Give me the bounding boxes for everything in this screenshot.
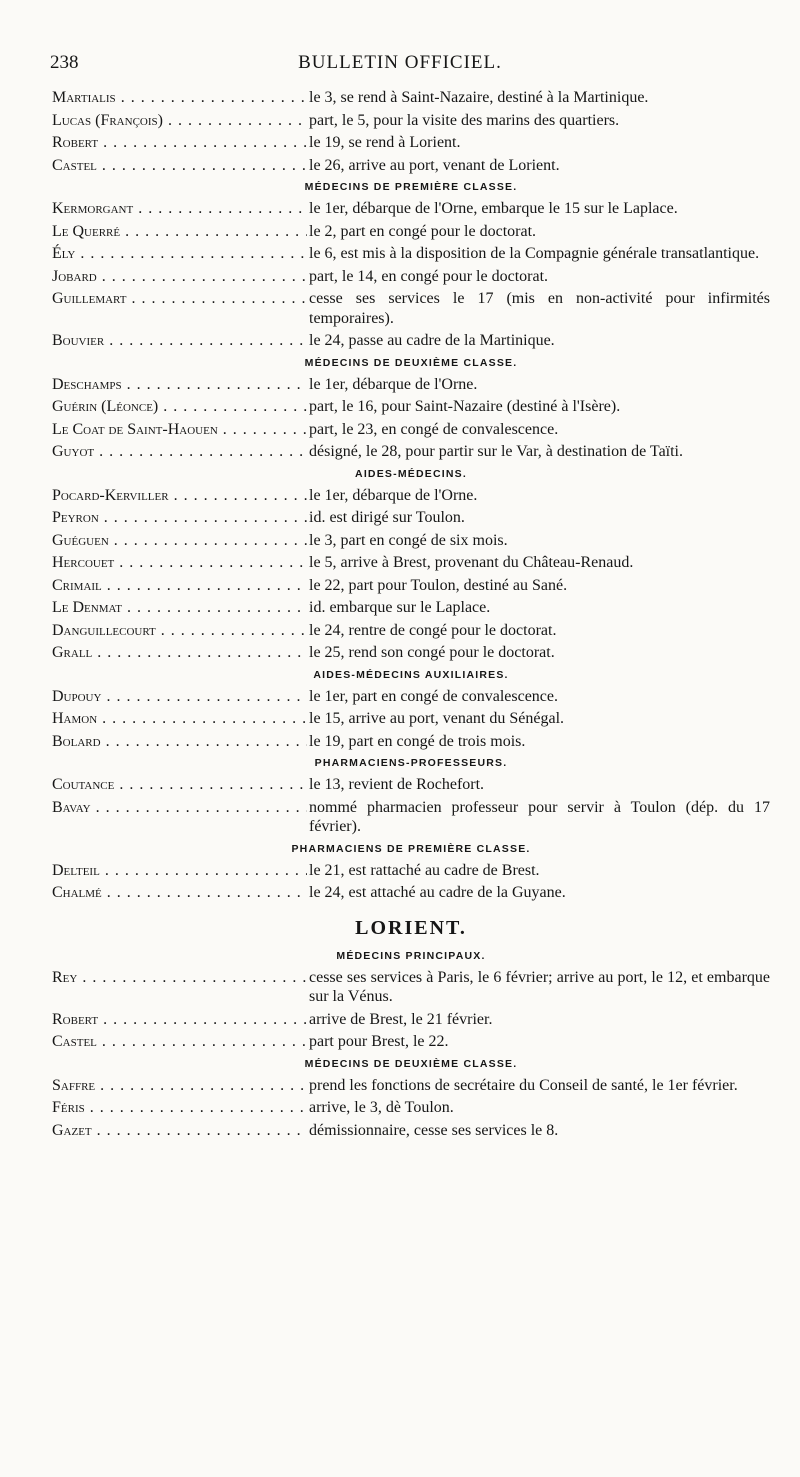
personnel-entry bbox=[52, 222, 770, 242]
section-heading: PHARMACIENS-PROFESSEURS. bbox=[314, 757, 508, 769]
personnel-entry bbox=[52, 643, 770, 663]
entry-description: démissionnaire, cesse ses services le 8. bbox=[309, 1121, 559, 1139]
entry-name: Le Coat de Saint-Haouen . . . bbox=[52, 420, 307, 440]
entry-name: Danguillecourt . . . bbox=[52, 621, 307, 641]
entry-description: id. embarque sur le Laplace. bbox=[309, 599, 491, 616]
entry-description: le 22, part pour Toulon, destiné au Sané. bbox=[309, 576, 568, 594]
entry-description: le 5, arrive à Brest, provenant du Château-Renaud. bbox=[309, 554, 634, 571]
entry-name: Robert . . . bbox=[52, 133, 307, 153]
entry-description: arrive, le 3, dè Toulon. bbox=[309, 1099, 454, 1116]
entry-name: Coutance . . . bbox=[52, 775, 307, 795]
page-number: 238 bbox=[50, 52, 79, 73]
entry-name: Delteil . . . bbox=[52, 861, 307, 881]
entry-description: le 24, est attaché au cadre de la Guyane. bbox=[309, 884, 566, 901]
entry-name: Ély . . . bbox=[52, 244, 307, 264]
personnel-entry bbox=[52, 88, 770, 108]
entry-name: Martialis . . . bbox=[52, 88, 307, 108]
personnel-entry bbox=[52, 289, 770, 328]
entry-description: le 15, arrive au port, venant du Sénégal. bbox=[309, 710, 565, 727]
entry-description: le 24, rentre de congé pour le doctorat. bbox=[309, 621, 557, 639]
entry-description: le 1er, débarque de l'Orne, embarque le 15 sur le Laplace. bbox=[309, 200, 678, 217]
personnel-entry bbox=[52, 553, 770, 573]
running-title: BULLETIN OFFICIEL. bbox=[298, 52, 502, 73]
personnel-entry bbox=[52, 375, 770, 395]
entry-name: Deschamps . . . bbox=[52, 375, 307, 395]
personnel-entry bbox=[52, 267, 770, 287]
entry-name: Féris . . . bbox=[52, 1098, 307, 1118]
entry-description: le 13, revient de Rochefort. bbox=[309, 776, 485, 793]
entry-description: le 6, est mis à la disposition de la Compagnie générale transatlantique. bbox=[309, 245, 760, 262]
personnel-entry bbox=[52, 397, 770, 417]
entry-description: prend les fonctions de secrétaire du Conseil de santé, le 1er février. bbox=[309, 1076, 738, 1094]
entry-description: le 3, part en congé de six mois. bbox=[309, 531, 508, 549]
entry-description: le 19, part en congé de trois mois. bbox=[309, 732, 526, 750]
document-body bbox=[52, 88, 770, 1143]
page-header bbox=[0, 52, 800, 74]
personnel-entry bbox=[52, 420, 770, 440]
personnel-entry bbox=[52, 508, 770, 528]
entry-name: Guéguen . . . bbox=[52, 531, 307, 551]
section-heading: PHARMACIENS DE PREMIÈRE CLASSE. bbox=[291, 842, 531, 855]
personnel-entry bbox=[52, 1121, 770, 1141]
entry-description: le 2, part en congé pour le doctorat. bbox=[309, 222, 537, 240]
section-heading: MÉDECINS DE DEUXIÈME CLASSE. bbox=[304, 1057, 518, 1070]
entry-description: part, le 16, pour Saint-Nazaire (destiné à l'Isère). bbox=[309, 398, 621, 415]
section-heading: AIDES-MÉDECINS AUXILIAIRES. bbox=[313, 668, 509, 681]
entry-name: Dupouy . . . bbox=[52, 687, 307, 707]
personnel-entry bbox=[52, 732, 770, 752]
personnel-entry bbox=[52, 486, 770, 506]
personnel-entry bbox=[52, 133, 770, 153]
entry-description: part pour Brest, le 22. bbox=[309, 1033, 449, 1050]
entry-description: cesse ses services à Paris, le 6 février; arrive au port, le 12, et embarque sur la Vénus. bbox=[309, 968, 770, 1005]
entry-description: le 19, se rend à Lorient. bbox=[309, 134, 461, 151]
entry-description: id. est dirigé sur Toulon. bbox=[309, 509, 465, 526]
personnel-entry bbox=[52, 576, 770, 596]
personnel-entry bbox=[52, 531, 770, 551]
entry-description: part, le 14, en congé pour le doctorat. bbox=[309, 267, 549, 285]
entry-name: Le Querré . . . bbox=[52, 222, 307, 242]
entry-description: le 3, se rend à Saint-Nazaire, destiné à la Martinique. bbox=[309, 89, 649, 106]
personnel-entry bbox=[52, 244, 770, 264]
section-heading: MÉDECINS PRINCIPAUX. bbox=[336, 949, 486, 962]
entry-name: Bouvier . . . bbox=[52, 331, 307, 351]
entry-description: part, le 5, pour la visite des marins des quartiers. bbox=[309, 111, 620, 129]
entry-description: cesse ses services le 17 (mis en non-activité pour infirmités temporaires). bbox=[309, 290, 770, 327]
entry-name: Jobard . . . bbox=[52, 267, 307, 287]
section-heading: MÉDECINS DE PREMIÈRE CLASSE. bbox=[304, 181, 518, 193]
entry-name: Kermorgant . . . bbox=[52, 199, 307, 219]
personnel-entry bbox=[52, 1076, 770, 1096]
section-heading: MÉDECINS DE DEUXIÈME CLASSE. bbox=[304, 356, 518, 369]
entry-description: le 1er, part en congé de convalescence. bbox=[309, 687, 558, 705]
entry-description: le 26, arrive au port, venant de Lorient. bbox=[309, 156, 560, 174]
personnel-entry bbox=[52, 709, 770, 729]
entry-name: Hercouet . . . bbox=[52, 553, 307, 573]
personnel-entry bbox=[52, 798, 770, 837]
entry-name: Peyron . . . bbox=[52, 508, 307, 528]
entry-name: Rey . . . bbox=[52, 968, 307, 988]
personnel-entry bbox=[52, 687, 770, 707]
personnel-entry bbox=[52, 598, 770, 618]
section-heading: AIDES-MÉDECINS. bbox=[355, 467, 467, 480]
entry-name: Hamon . . . bbox=[52, 709, 307, 729]
personnel-entry bbox=[52, 1010, 770, 1030]
entry-name: Robert . . . bbox=[52, 1010, 307, 1030]
entry-name: Saffre . . . bbox=[52, 1076, 307, 1096]
personnel-entry bbox=[52, 883, 770, 903]
personnel-entry bbox=[52, 199, 770, 219]
entry-name: Gazet . . . bbox=[52, 1121, 307, 1141]
entry-description: part, le 23, en congé de convalescence. bbox=[309, 420, 559, 438]
personnel-entry bbox=[52, 1098, 770, 1118]
entry-description: nommé pharmacien professeur pour servir à Toulon (dép. du 17 février). bbox=[309, 798, 770, 835]
entry-name: Crimail . . . bbox=[52, 576, 307, 596]
personnel-entry bbox=[52, 111, 770, 131]
personnel-entry bbox=[52, 331, 770, 351]
personnel-entry bbox=[52, 621, 770, 641]
personnel-entry bbox=[52, 775, 770, 795]
entry-description: désigné, le 28, pour partir sur le Var, à destination de Taïti. bbox=[309, 443, 683, 460]
personnel-entry bbox=[52, 442, 770, 462]
entry-name: Guérin (Léonce) . . . bbox=[52, 397, 307, 417]
entry-description: arrive de Brest, le 21 février. bbox=[309, 1010, 493, 1028]
entry-description: le 1er, débarque de l'Orne. bbox=[309, 375, 478, 393]
personnel-entry bbox=[52, 861, 770, 881]
entry-name: Le Denmat . . . bbox=[52, 598, 307, 618]
personnel-entry bbox=[52, 156, 770, 176]
entry-name: Guyot . . . bbox=[52, 442, 307, 462]
entry-description: le 25, rend son congé pour le doctorat. bbox=[309, 644, 555, 661]
entry-description: le 1er, débarque de l'Orne. bbox=[309, 486, 478, 504]
entry-name: Bolard . . . bbox=[52, 732, 307, 752]
entry-name: Castel . . . bbox=[52, 156, 307, 176]
entry-name: Bavay . . . bbox=[52, 798, 307, 818]
entry-name: Lucas (François) . . . bbox=[52, 111, 307, 131]
personnel-entry bbox=[52, 1032, 770, 1052]
entry-name: Pocard-Kerviller . . . bbox=[52, 486, 307, 506]
entry-description: le 24, passe au cadre de la Martinique. bbox=[309, 332, 555, 349]
entry-name: Grall . . . bbox=[52, 643, 307, 663]
entry-name: Chalmé . . . bbox=[52, 883, 307, 903]
personnel-entry bbox=[52, 968, 770, 1007]
entry-name: Castel . . . bbox=[52, 1032, 307, 1052]
entry-description: le 21, est rattaché au cadre de Brest. bbox=[309, 861, 540, 879]
entry-name: Guillemart . . . bbox=[52, 289, 307, 309]
city-heading: LORIENT. bbox=[355, 916, 467, 939]
